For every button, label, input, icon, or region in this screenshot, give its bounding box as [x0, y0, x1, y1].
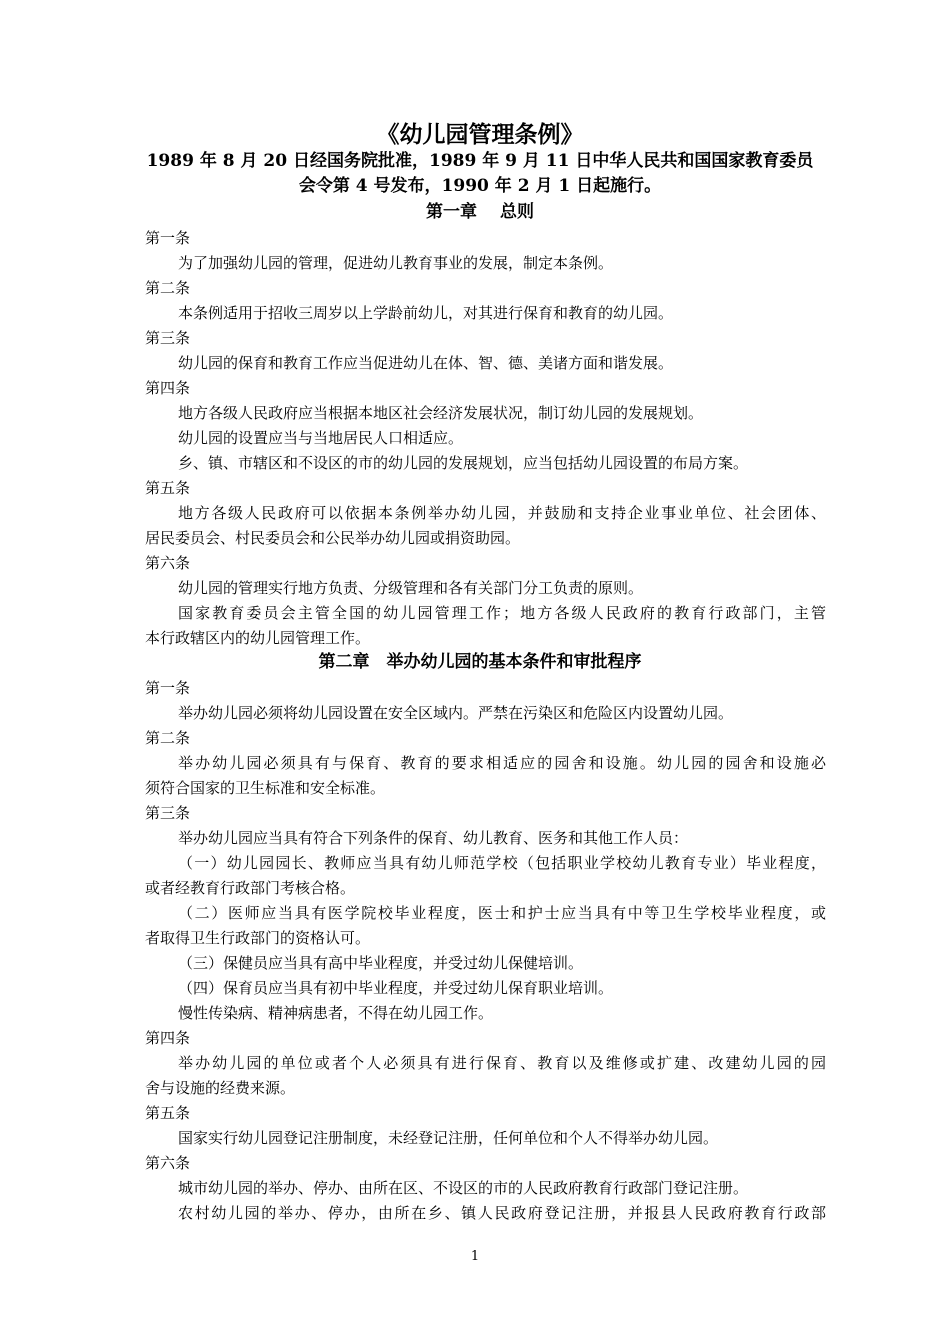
article-label: 第二条 — [145, 279, 191, 297]
article-text: 举办幼儿园必须具有与保育、教育的要求相适应的园舍和设施。幼儿园的园舍和设施必 — [178, 754, 826, 772]
article-text: （二）医师应当具有医学院校毕业程度，医士和护士应当具有中等卫生学校毕业程度，或 — [178, 904, 826, 922]
article-text: 慢性传染病、精神病患者，不得在幼儿园工作。 — [178, 1004, 494, 1022]
article-label: 第六条 — [145, 554, 191, 572]
article-text: 居民委员会、村民委员会和公民举办幼儿园或捐资助园。 — [145, 529, 521, 547]
article-label: 第四条 — [145, 379, 191, 397]
article-text: 地方各级人民政府应当根据本地区社会经济发展状况，制订幼儿园的发展规划。 — [178, 404, 704, 422]
article-text: 本条例适用于招收三周岁以上学龄前幼儿，对其进行保育和教育的幼儿园。 — [178, 304, 674, 322]
article-text: 幼儿园的保育和教育工作应当促进幼儿在体、智、德、美诸方面和谐发展。 — [178, 354, 674, 372]
article-label: 第三条 — [145, 804, 191, 822]
article-text: 国家教育委员会主管全国的幼儿园管理工作；地方各级人民政府的教育行政部门，主管 — [178, 604, 826, 622]
article-text: 地方各级人民政府可以依据本条例举办幼儿园，并鼓励和支持企业事业单位、社会团体、 — [178, 504, 826, 522]
article-text: （四）保育员应当具有初中毕业程度，并受过幼儿保育职业培训。 — [178, 979, 614, 997]
article-text: 幼儿园的设置应当与当地居民人口相适应。 — [178, 429, 464, 447]
article-text: 城市幼儿园的举办、停办、由所在区、不设区的市的人民政府教育行政部门登记注册。 — [178, 1179, 749, 1197]
chapter-1-heading: 第一章 总则 — [426, 202, 534, 222]
article-text: 舍与设施的经费来源。 — [145, 1079, 296, 1097]
article-label: 第二条 — [145, 729, 191, 747]
article-label: 第一条 — [145, 679, 191, 697]
article-label: 第三条 — [145, 329, 191, 347]
article-text: 须符合国家的卫生标准和安全标准。 — [145, 779, 386, 797]
article-text: 幼儿园的管理实行地方负责、分级管理和各有关部门分工负责的原则。 — [178, 579, 644, 597]
document-title: 《幼儿园管理条例》 — [376, 121, 584, 148]
chapter-2-heading: 第二章 举办幼儿园的基本条件和审批程序 — [318, 652, 642, 672]
article-label: 第一条 — [145, 229, 191, 247]
article-text: 举办幼儿园的单位或者个人必须具有进行保育、教育以及维修或扩建、改建幼儿园的园 — [178, 1054, 826, 1072]
article-text: （一）幼儿园园长、教师应当具有幼儿师范学校（包括职业学校幼儿教育专业）毕业程度， — [178, 854, 826, 872]
article-label: 第六条 — [145, 1154, 191, 1172]
article-text: 国家实行幼儿园登记注册制度，未经登记注册，任何单位和个人不得举办幼儿园。 — [178, 1129, 719, 1147]
article-text: 为了加强幼儿园的管理，促进幼儿教育事业的发展，制定本条例。 — [178, 254, 614, 272]
article-text: 者取得卫生行政部门的资格认可。 — [145, 929, 371, 947]
article-text: 或者经教育行政部门考核合格。 — [145, 879, 356, 897]
article-text: 举办幼儿园必须将幼儿园设置在安全区域内。严禁在污染区和危险区内设置幼儿园。 — [178, 704, 734, 722]
article-text: 举办幼儿园应当具有符合下列条件的保育、幼儿教育、医务和其他工作人员： — [178, 829, 689, 847]
article-text: （三）保健员应当具有高中毕业程度，并受过幼儿保健培训。 — [178, 954, 584, 972]
article-text: 农村幼儿园的举办、停办，由所在乡、镇人民政府登记注册，并报县人民政府教育行政部 — [178, 1204, 826, 1222]
article-text: 本行政辖区内的幼儿园管理工作。 — [145, 629, 371, 647]
article-text: 乡、镇、市辖区和不设区的市的幼儿园的发展规划，应当包括幼儿园设置的布局方案。 — [178, 454, 749, 472]
document-subtitle-line-1: 1989 年 8 月 20 日经国务院批准，1989 年 9 月 11 日中华人民共和国国家教育委员 — [146, 151, 814, 171]
page-number: 1 — [470, 1249, 480, 1264]
document-subtitle-line-2: 会令第 4 号发布，1990 年 2 月 1 日起施行。 — [298, 176, 662, 196]
article-label: 第四条 — [145, 1029, 191, 1047]
article-label: 第五条 — [145, 479, 191, 497]
article-label: 第五条 — [145, 1104, 191, 1122]
